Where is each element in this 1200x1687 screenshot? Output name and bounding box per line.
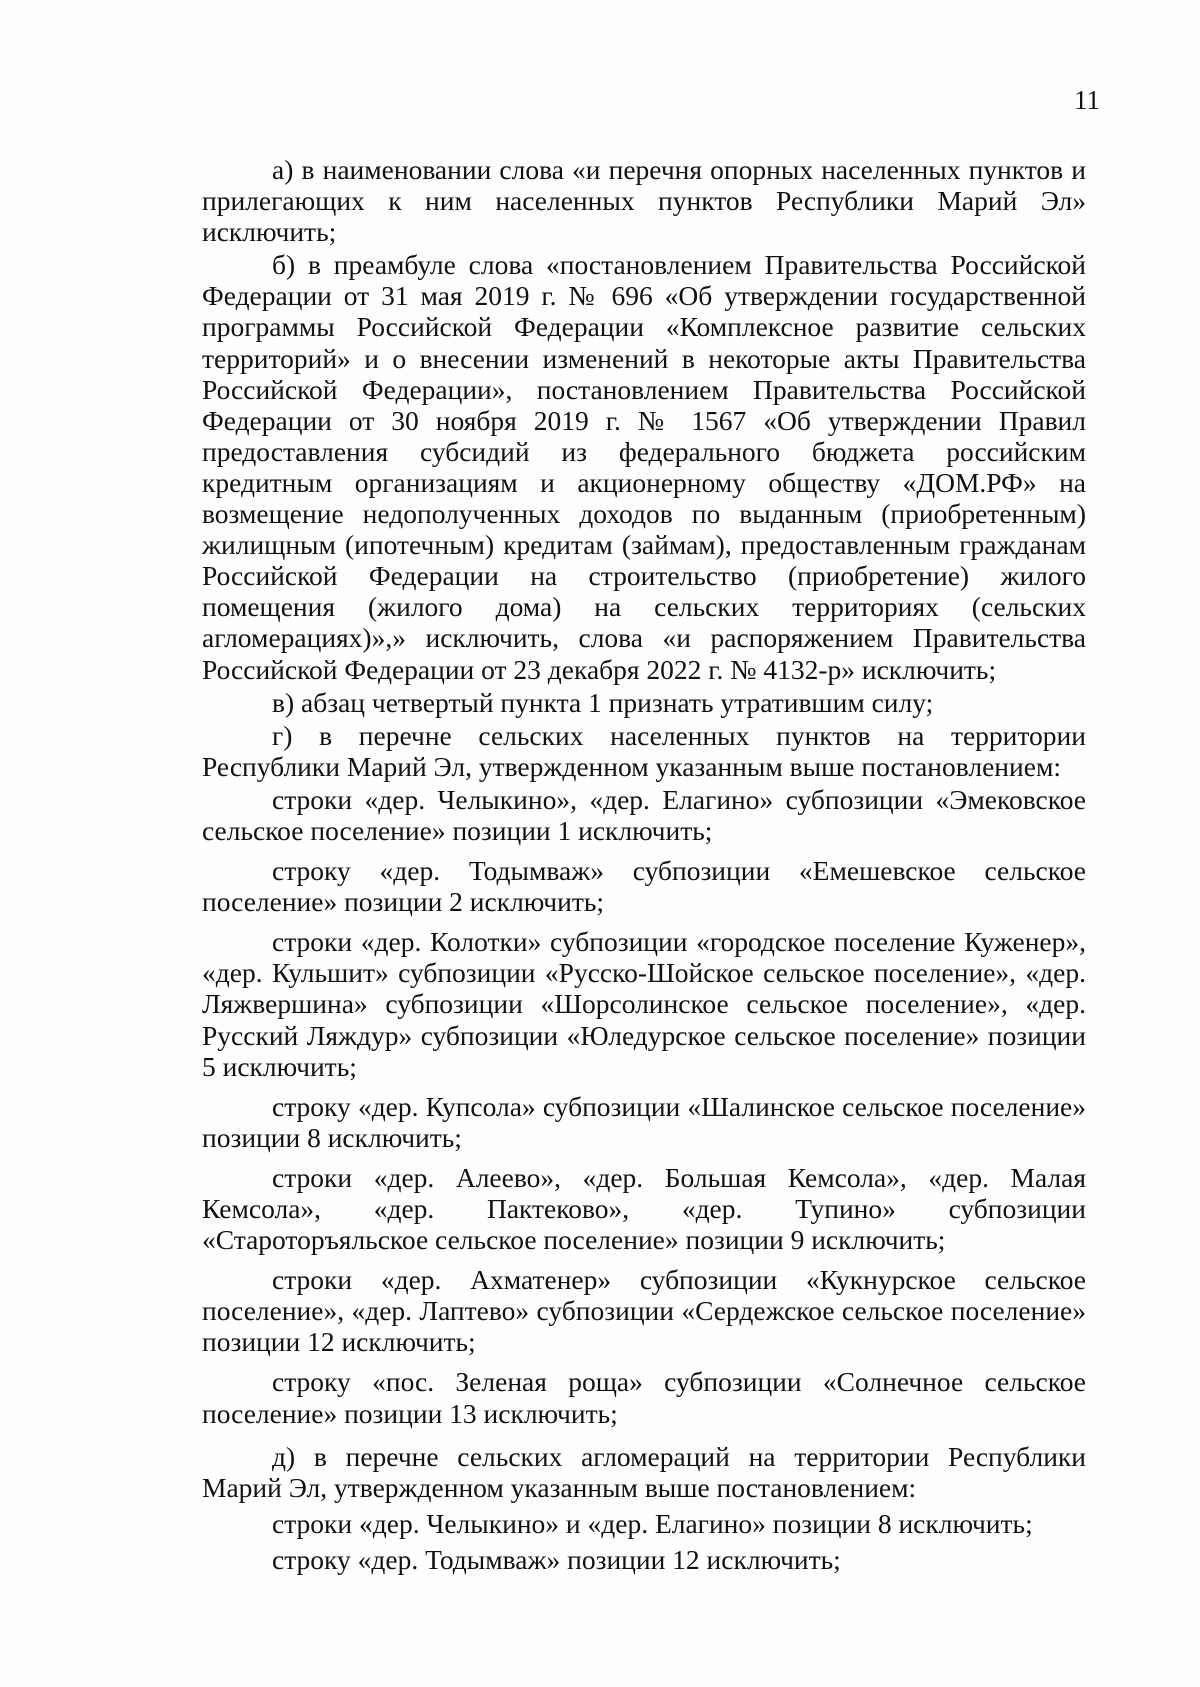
paragraph-g: г) в перечне сельских населенных пунктов на территории Республики Марий Эл, утвержденном указанным выше постановлением: [202, 719, 1086, 782]
paragraph-g-item-4: строку «дер. Купсола» субпозиции «Шалинское сельское поселение» позиции 8 исключить; [202, 1090, 1086, 1153]
paragraph-g-item-6: строки «дер. Ахматенер» субпозиции «Кукнурское сельское поселение», «дер. Лаптево» субпозиции «Сердежское сельское поселение» позиции 12 исключить; [202, 1264, 1086, 1358]
paragraph-d-item-1: строки «дер. Челыкино» и «дер. Елагино» позиции 8 исключить; [272, 1507, 1033, 1539]
paragraph-g-item-1: строки «дер. Челыкино», «дер. Елагино» субпозиции «Эмековское сельское поселение» позиции 1 исключить; [202, 783, 1086, 846]
page-number: 11 [1074, 85, 1100, 115]
paragraph-v: в) абзац четвертый пункта 1 признать утратившим силу; [272, 686, 934, 718]
paragraph-d-item-2: строку «дер. Тодымваж» позиции 12 исключить; [272, 1543, 841, 1575]
paragraph-d: д) в перечне сельских агломераций на территории Республики Марий Эл, утвержденном указанным выше постановлением: [202, 1440, 1086, 1503]
paragraph-b: б) в преамбуле слова «постановлением Правительства Российской Федерации от 31 мая 2019 г. № 696 «Об утверждении государственной программы Российской Федерации «Комплексное развитие сельских территорий» и о внесении изменений в некоторые акты Правительства Российской Федерации», постановлением Правительства Российской Федерации от 30 ноября 2019 г. № 1567 «Об утверждении Правил предоставления субсидий из федерального бюджета российским кредитным организациям и акционерному обществу «ДОМ.РФ» на возмещение недополученных доходов по выданным (приобретенным) жилищным (ипотечным) кредитам (займам), предоставленным гражданам Российской Федерации на строительство (приобретение) жилого помещения (жилого дома) на сельских территориях (сельских агломерациях)»,» исключить, слова «и распоряжением Правительства Российской Федерации от 23 декабря 2022 г. № 4132-р» исключить; [202, 249, 1086, 685]
document-body [202, 154, 1086, 1575]
paragraph-g-item-2: строку «дер. Тодымваж» субпозиции «Емешевское сельское поселение» позиции 2 исключить; [202, 855, 1086, 918]
paragraph-a: а) в наименовании слова «и перечня опорных населенных пунктов и прилегающих к ним населенных пунктов Республики Марий Эл» исключить; [202, 154, 1086, 248]
paragraph-g-item-5: строки «дер. Алеево», «дер. Большая Кемсола», «дер. Малая Кемсола», «дер. Пактеково», «дер. Тупино» субпозиции «Староторъяльское сельское поселение» позиции 9 исключить; [202, 1161, 1086, 1256]
paragraph-g-item-7: строку «пос. Зеленая роща» субпозиции «Солнечное сельское поселение» позиции 13 исключить; [202, 1366, 1086, 1429]
paragraph-g-item-3: строки «дер. Колотки» субпозиции «городское поселение Куженер», «дер. Кульшит» субпозиции «Русско-Шойское сельское поселение», «дер. Ляжвершина» субпозиции «Шорсолинское сельское поселение», «дер. Русский Ляждур» субпозиции «Юледурское сельское поселение» позиции 5 исключить; [202, 926, 1086, 1082]
